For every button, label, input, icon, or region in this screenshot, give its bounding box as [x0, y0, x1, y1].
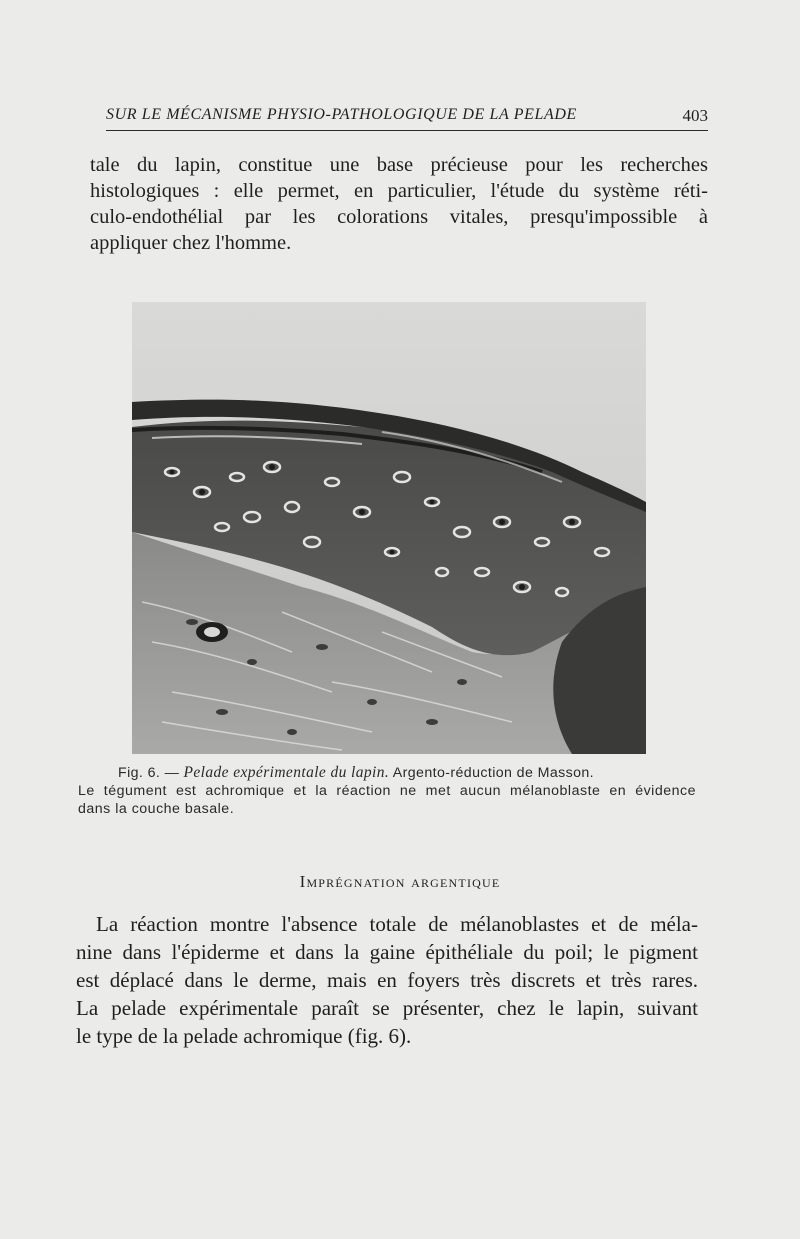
figure-caption: [78, 764, 696, 818]
top-paragraph: [90, 152, 708, 256]
text-line: tale du lapin, constitue une base précieuse pour les recherches: [90, 154, 708, 176]
text-line: nine dans l'épiderme et dans la gaine épithéliale du poil; le pigment: [76, 940, 698, 964]
text-line: est déplacé dans le derme, mais en foyers très discrets et très rares.: [76, 968, 698, 992]
text-line: La pelade expérimentale paraît se présenter, chez le lapin, suivant: [76, 996, 698, 1020]
text-line: histologiques : elle permet, en particulier, l'étude du système réti-: [90, 180, 708, 202]
bottom-paragraph: [76, 910, 698, 1050]
text-line: le type de la pelade achromique (fig. 6).: [76, 1024, 412, 1048]
micrograph-image: [132, 302, 646, 754]
caption-first-line: [78, 764, 696, 782]
figure-label: Fig. 6. —: [118, 765, 180, 781]
histology-photomicrograph: [132, 302, 646, 754]
running-title: SUR LE MÉCANISME PHYSIO-PATHOLOGIQUE DE LA PELADE: [106, 106, 577, 123]
caption-line: Le tégument est achromique et la réaction ne met aucun mélanoblaste en évidence: [78, 783, 696, 799]
section-heading: Imprégnation argentique: [299, 872, 501, 891]
text-line: culo-endothélial par les colorations vitales, presqu'impossible à: [90, 206, 708, 228]
running-head: [106, 106, 708, 131]
text-line: La réaction montre l'absence totale de mélanoblastes et de méla-: [96, 912, 698, 936]
caption-line: dans la couche basale.: [78, 801, 235, 817]
text-line: appliquer chez l'homme.: [90, 232, 292, 254]
figure-method: Argento-réduction de Masson.: [392, 765, 595, 781]
figure-title: Pelade expérimentale du lapin.: [183, 764, 390, 781]
page-number: 403: [682, 106, 708, 125]
